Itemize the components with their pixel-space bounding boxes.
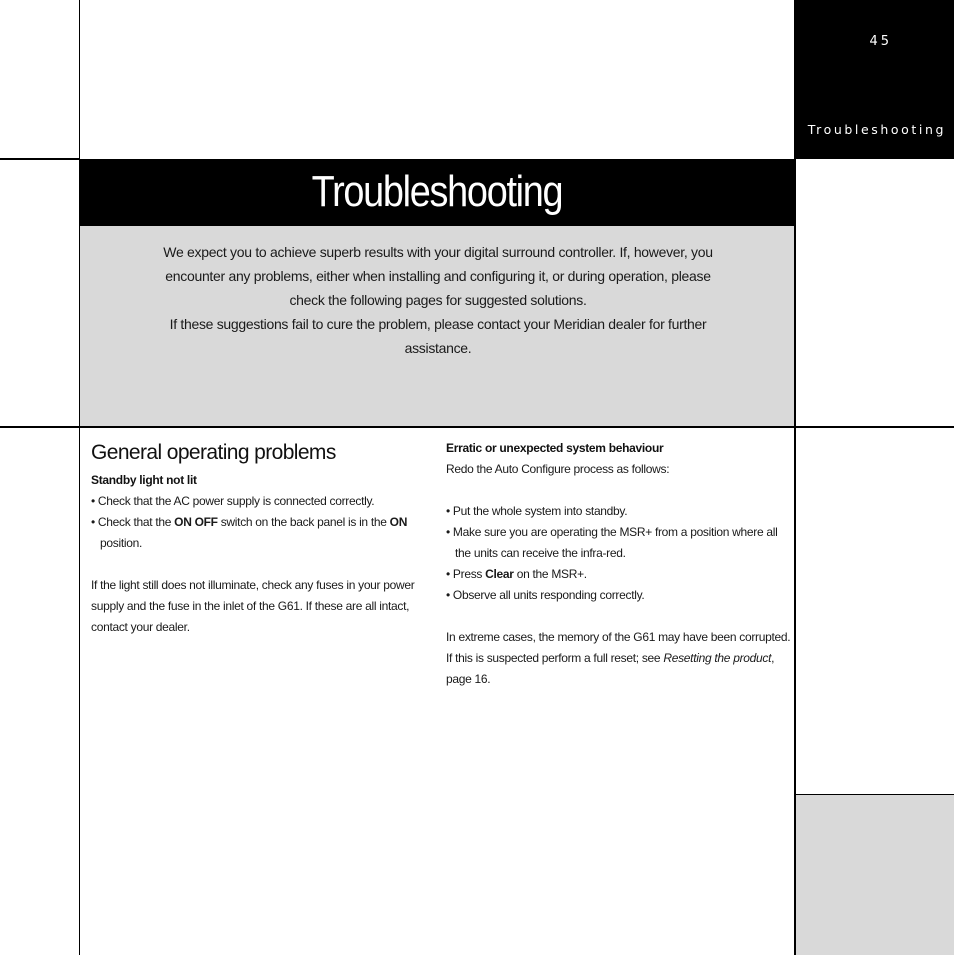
bullet-item: • Make sure you are operating the MSR+ from a position where all the units can receive the infra-red. (446, 525, 778, 560)
bullet-item: • Check that the ON OFF switch on the back panel is in the ON position. (91, 515, 408, 550)
intro-panel (80, 226, 794, 426)
page-header-tab (794, 0, 954, 159)
body-paragraph: Redo the Auto Configure process as follows: (446, 462, 670, 476)
bullet-item: • Put the whole system into standby. (446, 504, 628, 518)
content-divider-rule (0, 426, 954, 428)
section-heading: General operating problems (91, 441, 336, 464)
bullet-item: • Observe all units responding correctly. (446, 588, 645, 602)
right-column (446, 438, 791, 690)
page-title: Troubleshooting (311, 167, 563, 216)
sub-heading: Erratic or unexpected system behaviour (446, 441, 664, 455)
cross-reference-link: Resetting the product (663, 651, 772, 665)
section-label: Troubleshooting (807, 122, 946, 137)
title-rule-left (0, 158, 80, 160)
sub-heading: Standby light not lit (91, 473, 197, 487)
bullet-item: • Check that the AC power supply is connected correctly. (91, 494, 375, 508)
body-paragraph: In extreme cases, the memory of the G61 may have been corrupted. If this is suspected perform a full reset; see Resetting the product, page 16. (446, 630, 791, 686)
left-column (91, 438, 426, 638)
intro-text (154, 240, 722, 360)
intro-paragraph: We expect you to achieve superb results with your digital surround controller. If, however, you encounter any problems, either when installing and configuring it, or during operation, please check the following pages for suggested solutions. (163, 244, 713, 308)
intro-paragraph: If these suggestions fail to cure the problem, please contact your Meridian dealer for further assistance. (169, 316, 707, 356)
page-number: 45 (869, 34, 892, 49)
title-bar (80, 159, 794, 226)
side-grey-block (796, 795, 954, 955)
bullet-item: • Press Clear on the MSR+. (446, 567, 587, 581)
body-paragraph: If the light still does not illuminate, check any fuses in your power supply and the fuse in the inlet of the G61. If these are all intact, contact your dealer. (91, 578, 415, 634)
left-margin-rule (79, 0, 80, 955)
